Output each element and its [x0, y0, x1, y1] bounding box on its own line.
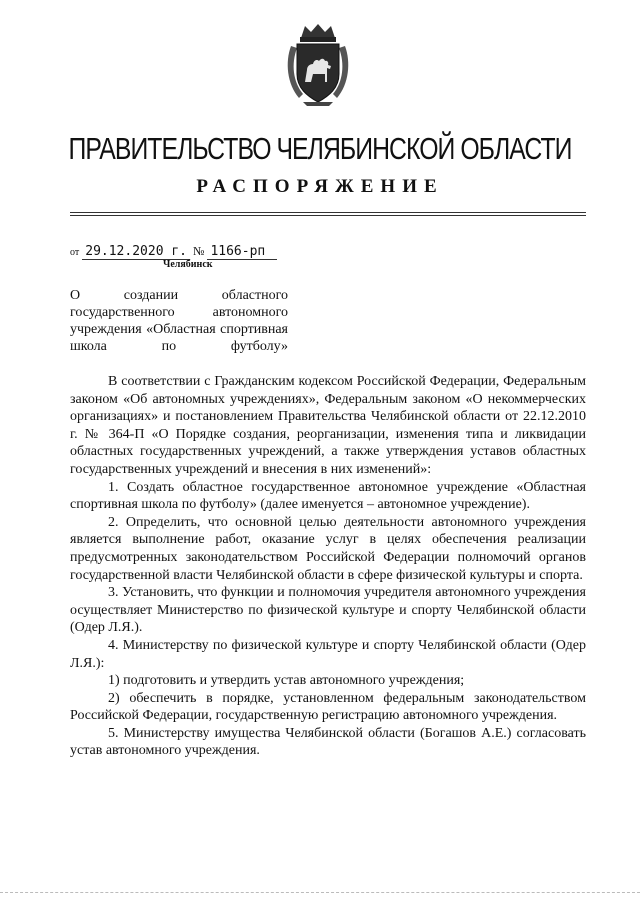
document-body	[70, 373, 586, 760]
item-3: 3. Установить, что функции и полномочия учредителя автономного учреждения осуществляет Министерство по физической культуре и спорту Челябинской области (Одер Л.Я.).	[70, 585, 586, 636]
document-city: Челябинск	[163, 259, 213, 270]
item-1: 1. Создать областное государственное автономное учреждение «Областная спортивная школа по футболу» (далее именуется – автономное учреждение).	[70, 479, 586, 513]
document-subject: О создании областного государственного автономного учреждения «Областная спортивная школа по футболу»	[70, 288, 288, 354]
subitem-1: 1) подготовить и утвердить устав автономного учреждения;	[108, 673, 465, 689]
preamble-paragraph: В соответствии с Гражданским кодексом Российской Федерации, Федеральным законом «Об автономных учреждениях», Федеральным законом «О некоммерческих организациях» и постановлением Правительства Челябинской области от 22.12.2010 г. № 364-П «О Порядке создания, реорганизации, изменения типа и ликвидации областных государственных учреждений, а также утверждения уставов областных государственных учреждений и внесения в них изменений»:	[70, 374, 586, 477]
document-date: 29.12.2020 г.	[82, 245, 190, 260]
scan-edge-line	[0, 892, 640, 893]
item-2: 2. Определить, что основной целью деятельности автономного учреждения является выполнение работ, оказание услуг в целях обеспечения реализации предусмотренных законодательством Российской Федерации полномочий органов государственной власти Челябинской области в сфере физической культуры и спорта.	[70, 514, 586, 583]
document-number: 1166-рп	[207, 245, 277, 260]
number-label: №	[193, 244, 205, 258]
subitem-2: 2) обеспечить в порядке, установленном федеральным законодательством Российской Федерации, государственную регистрацию автономного учреждения.	[70, 690, 586, 724]
coat-of-arms-icon	[283, 22, 353, 106]
item-5: 5. Министерству имущества Челябинской области (Богашов А.Е.) согласовать устав автономного учреждения.	[70, 725, 586, 759]
from-label: от	[70, 247, 80, 258]
document-meta	[70, 244, 277, 260]
item-4: 4. Министерству по физической культуре и спорту Челябинской области (Одер Л.Я.):	[70, 637, 586, 671]
government-title: ПРАВИТЕЛЬСТВО ЧЕЛЯБИНСКОЙ ОБЛАСТИ	[68, 131, 572, 166]
header-divider-second	[70, 215, 586, 216]
document-type: РАСПОРЯЖЕНИЕ	[196, 176, 444, 197]
header-divider	[70, 212, 586, 213]
